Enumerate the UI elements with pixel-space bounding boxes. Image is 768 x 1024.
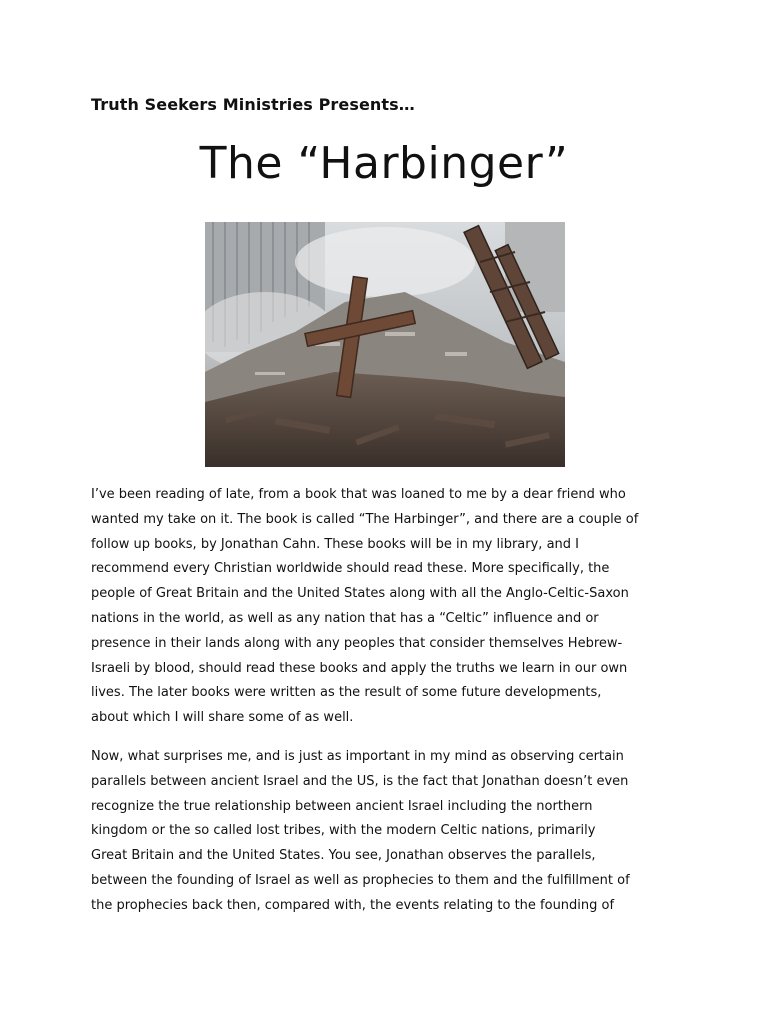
paragraph-line: wanted my take on it. The book is called “The Harbinger”, and there are a couple of (91, 511, 639, 527)
paragraph-line: nations in the world, as well as any nation that has a “Celtic” influence and or (91, 610, 599, 626)
paragraph-line: lives. The later books were written as the result of some future developments, (91, 685, 602, 701)
paragraph-line: presence in their lands along with any peoples that consider themselves Hebrew- (91, 635, 623, 651)
cross-rubble-photo (205, 222, 565, 467)
paragraph-line: parallels between ancient Israel and the US, is the fact that Jonathan doesn’t even (91, 773, 629, 789)
paragraph-line: the prophecies back then, compared with, the events relating to the founding of (91, 897, 615, 913)
paragraph-line: between the founding of Israel as well as prophecies to them and the fulfillment of (91, 872, 630, 888)
paragraph-line: about which I will share some of as well. (91, 710, 354, 726)
paragraph-line: Now, what surprises me, and is just as important in my mind as observing certain (91, 749, 624, 764)
paragraph-line: follow up books, by Jonathan Cahn. These books will be in my library, and I (91, 536, 579, 552)
paragraph-line: kingdom or the so called lost tribes, with the modern Celtic nations, primarily (91, 823, 596, 839)
paragraph-line: Israeli by blood, should read these books and apply the truths we learn in our own (91, 660, 628, 676)
paragraph-line: people of Great Britain and the United States along with all the Anglo-Celtic-Saxon (91, 586, 629, 602)
paragraph-line: recommend every Christian worldwide should read these. More specifically, the (91, 561, 610, 577)
paragraph-1 (91, 483, 691, 731)
paragraph-line: Great Britain and the United States. You see, Jonathan observes the parallels, (91, 848, 596, 864)
paragraph-2 (91, 745, 691, 919)
paragraph-line: recognize the true relationship between ancient Israel including the northern (91, 798, 593, 814)
document-title: The “Harbinger” (199, 138, 569, 189)
presenter-line: Truth Seekers Ministries Presents… (91, 95, 415, 114)
paragraph-line: I’ve been reading of late, from a book that was loaned to me by a dear friend who (91, 487, 626, 502)
